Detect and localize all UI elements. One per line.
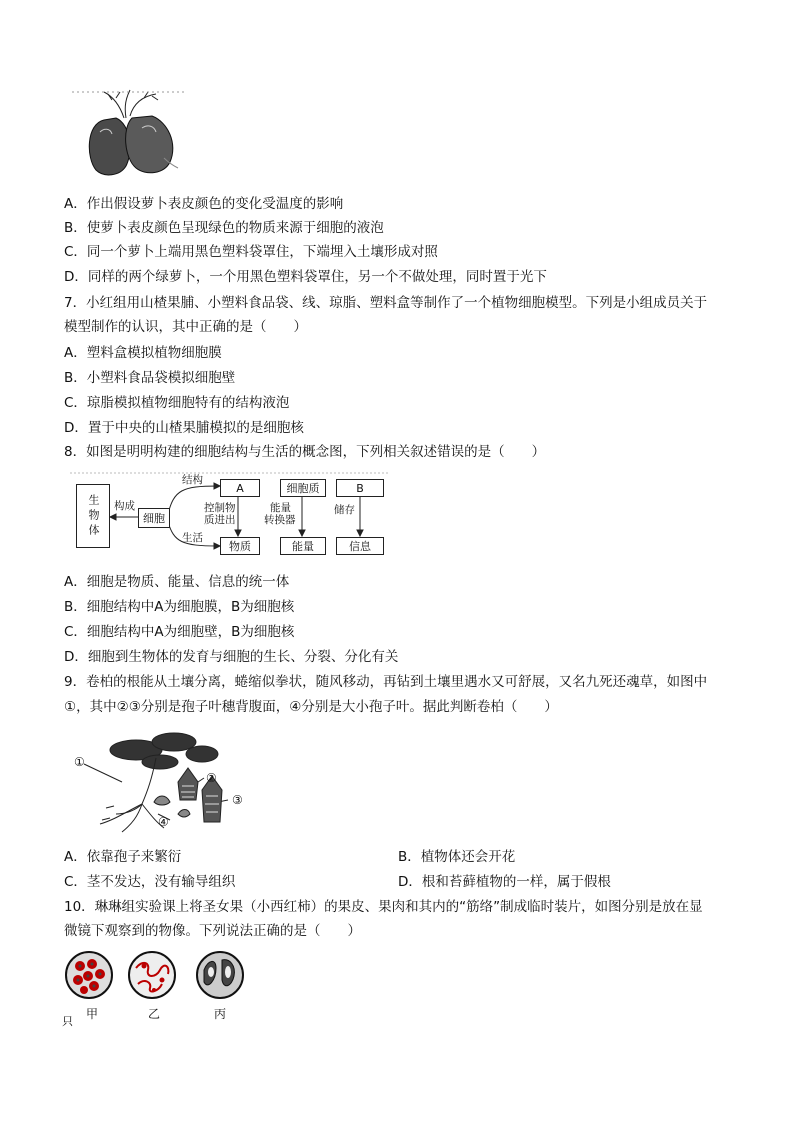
q7-option-d: D．置于中央的山楂果脯模拟的是细胞核: [64, 420, 304, 436]
q7-stem-2: 模型制作的认识，其中正确的是（ ）: [64, 319, 307, 335]
cell-box: 细胞: [138, 508, 170, 528]
q9-option-c: C．茎不发达，没有输导组织: [64, 874, 236, 890]
q9-option-a: A．依靠孢子来繁衍: [64, 849, 182, 865]
q8-stem: 8．如图是明明构建的细胞结构与生活的概念图，下列相关叙述错误的是（ ）: [64, 444, 546, 460]
label-1: ①: [74, 755, 85, 769]
life-label: 生活: [182, 532, 203, 544]
q7-option-b: B．小塑料食品袋模拟细胞壁: [64, 370, 236, 386]
q8-option-a: A．细胞是物质、能量、信息的统一体: [64, 574, 290, 590]
organism-box: 生物体: [76, 484, 110, 548]
energy-label-1: 能量: [270, 502, 291, 514]
label-4: ④: [158, 815, 169, 829]
cropped-fragment: 只: [62, 1015, 73, 1028]
q7-option-a: A．塑料盒模拟植物细胞膜: [64, 345, 222, 361]
control-label-1: 控制物: [204, 502, 236, 514]
box-a: A: [220, 479, 260, 497]
caption-bing: 丙: [214, 1007, 227, 1021]
concept-map: [70, 470, 390, 562]
q8-option-b: B．细胞结构中A为细胞膜，B为细胞核: [64, 599, 295, 615]
info-box: 信息: [336, 537, 384, 555]
cytoplasm-box: 细胞质: [280, 479, 326, 497]
q7-stem-1: 7．小红组用山楂果脯、小塑料食品袋、线、琼脂、塑料盒等制作了一个植物细胞模型。下列是小组成员关于: [64, 295, 708, 311]
caption-yi: 乙: [148, 1007, 161, 1021]
q10-stem-1: 10．琳琳组实验课上将圣女果（小西红柿）的果皮、果肉和其内的“筋络”制成临时装片，如图分别是放在显: [64, 899, 703, 915]
q6-option-d: D．同样的两个绿萝卜，一个用黑色塑料袋罩住，另一个不做处理，同时置于光下: [64, 269, 547, 285]
selaginella-figure: [66, 728, 256, 836]
energy-box: 能量: [280, 537, 326, 555]
micrograph-bing: [194, 950, 246, 1000]
structure-label: 结构: [182, 474, 203, 486]
q9-stem-2: ①，其中②③分别是孢子叶穗背腹面，④分别是大小孢子叶。据此判断卷柏（ ）: [64, 699, 558, 715]
q9-stem-1: 9．卷柏的根能从土壤分离，蜷缩似拳状，随风移动，再钻到土壤里遇水又可舒展，又名九死还魂草，如图中: [64, 674, 708, 690]
micrograph-yi: [126, 950, 178, 1000]
q6-option-b: B．使萝卜表皮颜色呈现绿色的物质来源于细胞的液泡: [64, 220, 384, 236]
energy-label-2: 转换器: [264, 514, 296, 526]
q9-option-d: D．根和苔藓植物的一样，属于假根: [398, 874, 611, 890]
caption-jia: 甲: [86, 1007, 99, 1021]
q7-option-c: C．琼脂模拟植物细胞特有的结构液泡: [64, 395, 290, 411]
q9-option-b: B．植物体还会开花: [398, 849, 516, 865]
micrograph-jia: [64, 950, 114, 1000]
label-3: ③: [232, 793, 243, 807]
control-label-2: 质进出: [204, 514, 236, 526]
q6-option-c: C．同一个萝卜上端用黑色塑料袋罩住，下端埋入土壤形成对照: [64, 244, 438, 260]
store-label: 储存: [334, 504, 355, 516]
q10-stem-2: 微镜下观察到的物像。下列说法正确的是（ ）: [64, 923, 361, 939]
matter-box: 物质: [220, 537, 260, 555]
q6-option-a: A．作出假设萝卜表皮颜色的变化受温度的影响: [64, 196, 344, 212]
q8-option-d: D．细胞到生物体的发育与细胞的生长、分裂、分化有关: [64, 649, 399, 665]
radish-image: [64, 88, 194, 178]
box-b: B: [336, 479, 384, 497]
q8-option-c: C．细胞结构中A为细胞壁，B为细胞核: [64, 624, 295, 640]
constitute-label: 构成: [114, 500, 135, 512]
label-2: ②: [206, 771, 217, 785]
